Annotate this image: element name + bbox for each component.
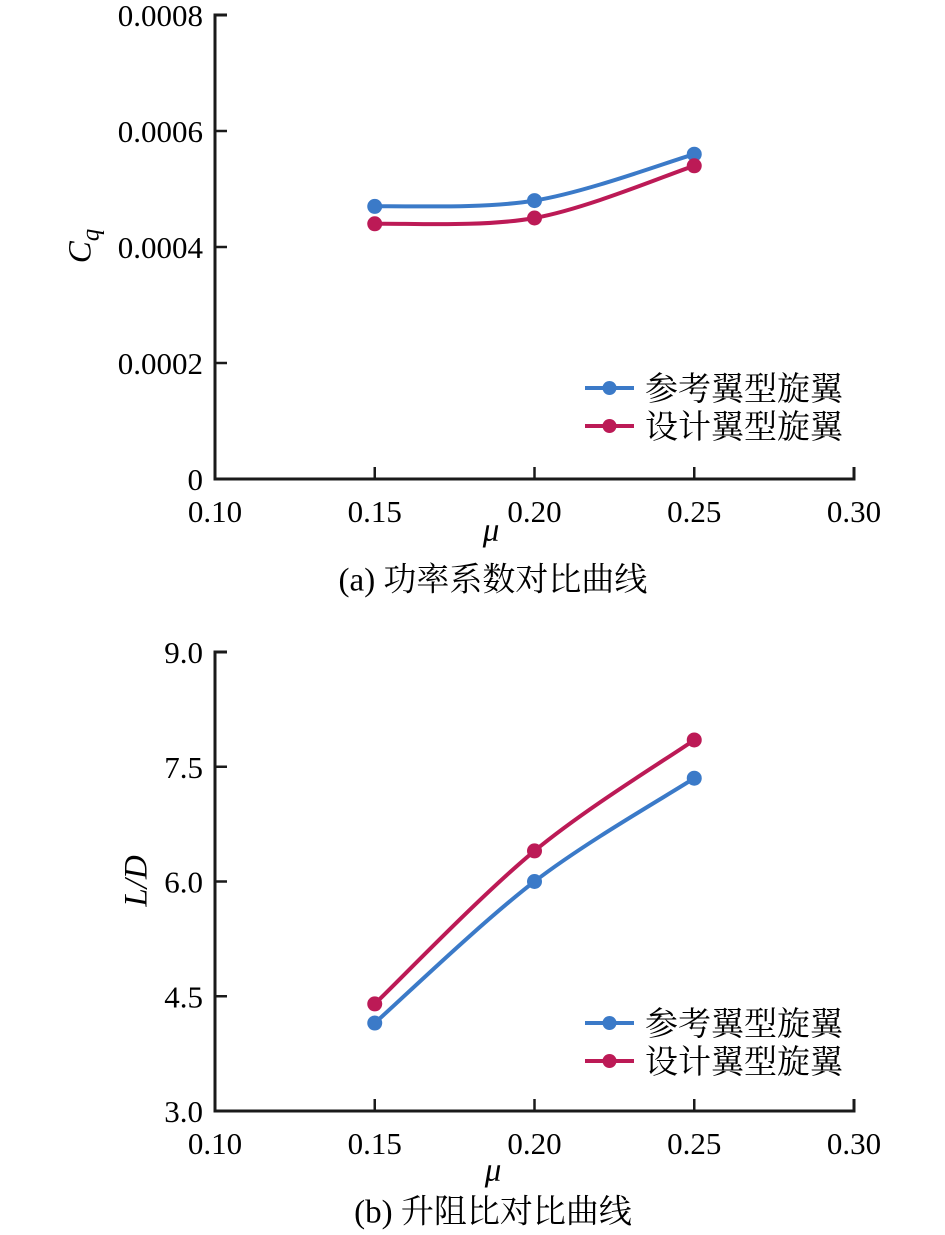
chart-a-ytick-label: 0.0006 — [117, 114, 203, 149]
chart-a-xtick-label: 0.30 — [826, 494, 882, 529]
chart-a-xtick-label: 0.25 — [667, 494, 722, 529]
chart-b-caption: (b) 升阻比对比曲线 — [354, 1194, 632, 1231]
chart-a-data-point-series-1 — [527, 211, 542, 226]
chart-a-xtick-label: 0.15 — [347, 494, 402, 529]
chart-b-data-point-series-0 — [687, 771, 702, 786]
chart-b — [164, 635, 881, 1161]
chart-b-series-line-0 — [375, 778, 695, 1023]
chart-a-ytick-label: 0.0002 — [117, 346, 203, 381]
chart-b-legend-label-0: 参考翼型旋翼 — [645, 1007, 843, 1043]
chart-a-data-point-series-0 — [367, 199, 382, 214]
chart-b-ytick-label: 9.0 — [164, 635, 203, 670]
chart-b-xtick-label: 0.25 — [667, 1126, 722, 1161]
chart-a-xlabel: μ — [482, 512, 500, 549]
chart-a-xtick-label: 0.10 — [187, 494, 243, 529]
chart-a-ytick-label: 0.0004 — [117, 230, 203, 265]
chart-a-legend-marker-0 — [603, 381, 617, 395]
chart-a-ytick-label: 0.0008 — [117, 0, 203, 33]
chart-b-xtick-label: 0.20 — [507, 1126, 562, 1161]
chart-a-data-point-series-1 — [687, 158, 702, 173]
chart-b-legend-label-1: 设计翼型旋翼 — [645, 1045, 843, 1081]
chart-b-xtick-label: 0.15 — [347, 1126, 402, 1161]
chart-b-data-point-series-0 — [367, 1016, 382, 1031]
chart-b-ylabel: L/D — [118, 855, 155, 907]
chart-b-xtick-label: 0.30 — [826, 1126, 882, 1161]
chart-b-series-line-1 — [375, 740, 695, 1004]
chart-b-data-point-series-1 — [527, 843, 542, 858]
chart-a-data-point-series-1 — [367, 216, 382, 231]
chart-a-caption: (a) 功率系数对比曲线 — [338, 562, 648, 599]
chart-b-data-point-series-1 — [687, 732, 702, 747]
chart-a — [118, 0, 881, 529]
chart-a-ytick-label: 0 — [187, 462, 203, 497]
chart-a-ylabel — [63, 229, 106, 264]
chart-a-data-point-series-0 — [527, 193, 542, 208]
chart-b-ytick-label: 4.5 — [164, 979, 203, 1015]
chart-a-legend-marker-1 — [603, 419, 617, 433]
chart-b-legend-marker-1 — [603, 1054, 617, 1068]
chart-a-legend-label-0: 参考翼型旋翼 — [645, 372, 843, 408]
chart-b-data-point-series-0 — [527, 874, 542, 889]
chart-b-xlabel: μ — [484, 1152, 502, 1189]
chart-b-xtick-label: 0.10 — [187, 1126, 243, 1161]
chart-a-ylabel-base: C — [62, 241, 99, 264]
chart-b-data-point-series-1 — [367, 996, 382, 1011]
chart-a-xtick-label: 0.20 — [507, 494, 562, 529]
chart-b-ytick-label: 6.0 — [164, 864, 203, 900]
chart-b-legend-marker-0 — [603, 1016, 617, 1030]
chart-b-ytick-label: 3.0 — [164, 1094, 203, 1129]
chart-b-ytick-label: 7.5 — [164, 749, 203, 785]
chart-a-legend-label-1: 设计翼型旋翼 — [645, 410, 843, 446]
chart-a-ylabel-subscript: q — [77, 228, 105, 242]
